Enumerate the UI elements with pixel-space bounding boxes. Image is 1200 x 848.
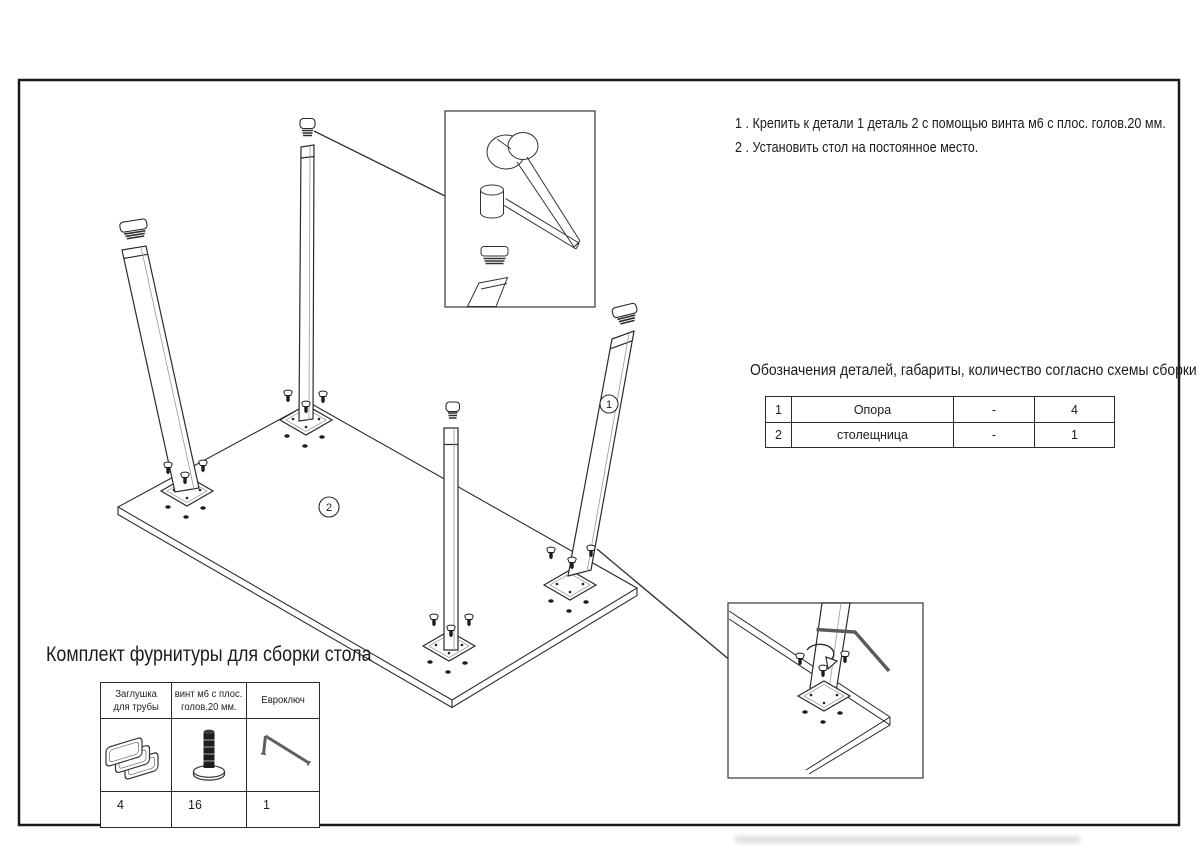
parts-row-qty: 4 bbox=[1034, 397, 1114, 422]
parts-row-num: 1 bbox=[775, 402, 782, 417]
leg-center bbox=[444, 428, 458, 650]
instruction-step: 2 . Установить стол на постоянное место. bbox=[735, 138, 979, 156]
parts-row-qty: 1 bbox=[1034, 422, 1114, 447]
cap-left bbox=[119, 218, 148, 239]
hardware-qty: 1 bbox=[246, 791, 319, 827]
parts-table-heading: Обозначения деталей, габариты, количество согласно схемы сборки bbox=[750, 362, 1197, 379]
parts-row-name: Опора bbox=[791, 397, 953, 422]
parts-row-dims: - bbox=[953, 397, 1034, 422]
parts-row-name: столещница bbox=[791, 422, 953, 447]
callout-box-cap-detail bbox=[445, 111, 595, 307]
hardware-col-header: Евроключ bbox=[246, 683, 319, 718]
hardware-kit-title: Комплект фурнитуры для сборки стола bbox=[46, 643, 372, 666]
leader-line-cap bbox=[314, 131, 445, 196]
parts-row-dims: - bbox=[953, 422, 1034, 447]
hardware-kit-table bbox=[100, 682, 320, 828]
hardware-qty: 16 bbox=[171, 791, 246, 827]
cap-front-right bbox=[612, 303, 640, 325]
instruction-step: 1 . Крепить к детали 1 деталь 2 с помощью винта м6 с плос. голов.20 мм. bbox=[735, 115, 1166, 132]
part-label-2 bbox=[319, 497, 339, 517]
pipe-cap-icon bbox=[101, 718, 171, 791]
parts-table bbox=[765, 396, 1115, 448]
leg-left bbox=[122, 246, 199, 492]
cap-back bbox=[300, 119, 315, 136]
leg-back bbox=[299, 145, 314, 421]
part-label-1 bbox=[600, 395, 618, 413]
leg-front-right bbox=[568, 331, 634, 576]
svg-text:2: 2 bbox=[325, 502, 333, 514]
hardware-col-header: винт м6 с плос. голов.20 мм. bbox=[171, 683, 246, 718]
parts-row-num: 2 bbox=[766, 422, 791, 447]
svg-text:1: 1 bbox=[605, 399, 613, 411]
screw-icon bbox=[171, 718, 246, 791]
cap-center bbox=[446, 402, 460, 418]
scan-artifact bbox=[735, 836, 1080, 843]
callout-box-fastening-detail bbox=[728, 603, 923, 778]
hex-key-icon bbox=[246, 718, 319, 791]
leader-line-fastening bbox=[597, 549, 729, 659]
hardware-qty: 4 bbox=[101, 791, 171, 827]
hardware-col-header: Заглушка для трубы bbox=[113, 688, 159, 713]
assembly-instructions bbox=[735, 112, 1200, 159]
